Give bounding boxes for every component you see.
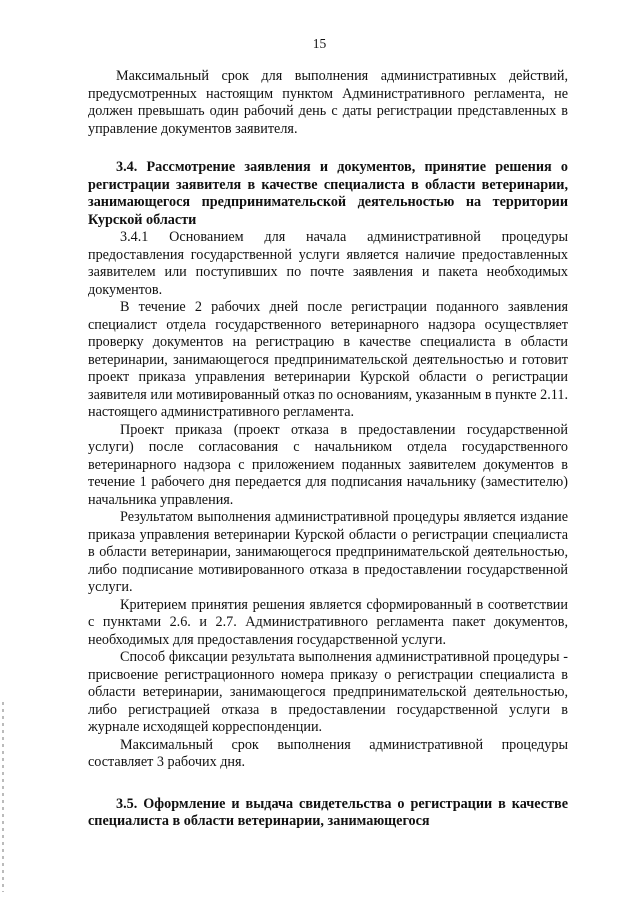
paragraph-max-term-procedure: Максимальный срок выполнения административной процедуры составляет 3 рабочих дня.	[88, 736, 568, 770]
paragraph-draft-order: Проект приказа (проект отказа в предоставлении государственной услуги) после согласования с начальником отдела государственного ветеринарного надзора с приложением поданных заявителем документов в течение 1 рабочего дня передается для подписания начальнику (заместителю) начальника управления.	[88, 421, 568, 508]
section-heading-3-4: 3.4. Рассмотрение заявления и документов, принятие решения о регистрации заявителя в качестве специалиста в области ветеринарии, занимающегося предпринимательской деятельностью на территории Курской области	[88, 159, 568, 228]
paragraph-criterion: Критерием принятия решения является сформированный в соответствии с пунктами 2.6. и 2.7. Административного регламента пакет документов, необходимых для предоставления государственной услуги.	[88, 596, 568, 648]
document-body	[88, 68, 568, 831]
paragraph-two-days-check: В течение 2 рабочих дней после регистрации поданного заявления специалист отдела государственного ветеринарного надзора осуществляет проверку документов на регистрацию в качестве специалиста в области ветеринарии, занимающегося предпринимательской деятельностью и готовит проект приказа управления ветеринарии Курской области о регистрации заявителя или мотивированный отказ по основаниям, указанным в пункте 2.11. настоящего административного регламента.	[88, 299, 568, 420]
paragraph-result: Результатом выполнения административной процедуры является издание приказа управления ветеринарии Курской области о регистрации специалиста в области ветеринарии, занимающегося предпринимательской деятельностью, либо подписание мотивированного отказа в предоставлении государственной услуги.	[88, 509, 568, 595]
scan-edge-mark	[2, 702, 4, 892]
paragraph-3-4-1: 3.4.1 Основанием для начала административной процедуры предоставления государственной услуги является наличие предоставленных заявителем или поступивших по почте заявления и пакета необходимых документов.	[88, 229, 568, 298]
paragraph-max-term-actions: Максимальный срок для выполнения административных действий, предусмотренных настоящим пунктом Административного регламента, не должен превышать один рабочий день с даты регистрации представленных в управление документов заявителя.	[88, 68, 568, 137]
paragraph-fixation-method: Способ фиксации результата выполнения административной процедуры - присвоение регистрационного номера приказу о регистрации специалиста в области ветеринарии, занимающегося предпринимательской деятельностью, либо регистрацией отказа в предоставлении государственной услуги в журнале исходящей корреспонденции.	[88, 649, 568, 735]
section-heading-3-5: 3.5. Оформление и выдача свидетельства о регистрации в качестве специалиста в области ветеринарии, занимающегося	[88, 795, 568, 829]
page-number: 15	[312, 36, 327, 51]
